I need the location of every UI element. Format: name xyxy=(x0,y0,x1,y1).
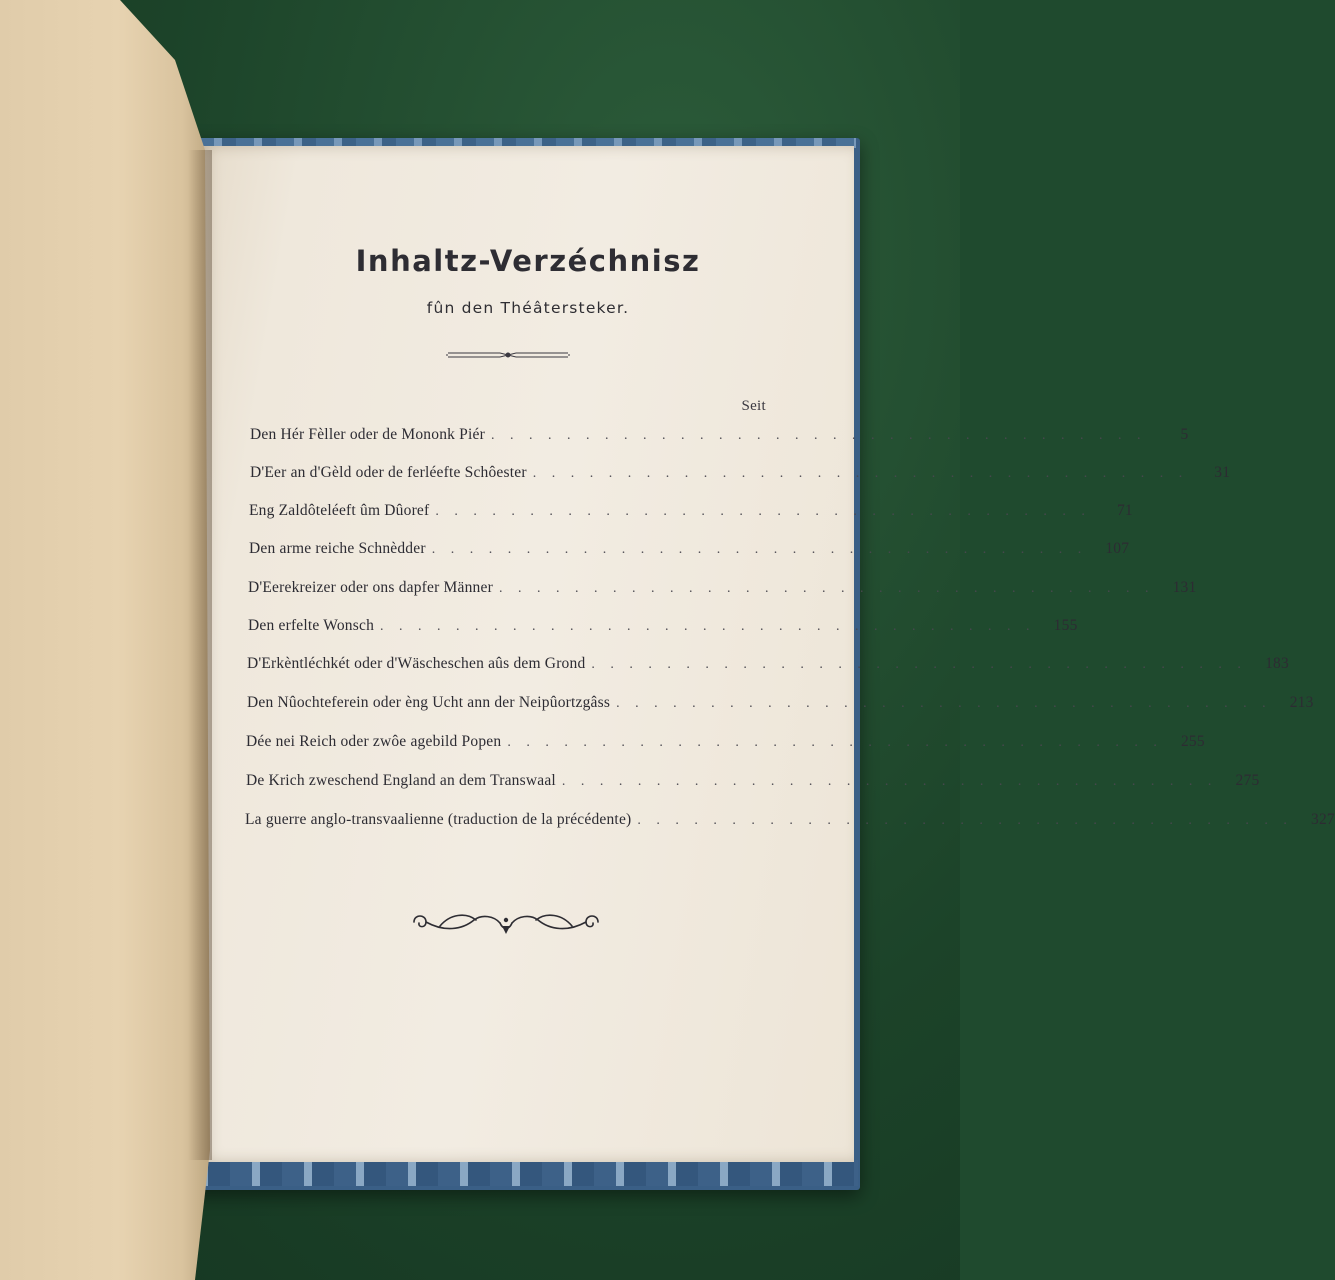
toc-leader-dots: . . . . . . . . . . . . . . . . . . . . . . . . . . . . . . . . . . . xyxy=(507,735,1163,750)
toc-entry-page: 327 xyxy=(1311,811,1335,828)
toc-entry-page: 183 xyxy=(1265,655,1289,672)
toc-leader-dots: . . . . . . . . . . . . . . . . . . . . . . . . . . . . . . . . . . . xyxy=(616,696,1272,711)
toc-entry-title: De Krich zweschend England an dem Transwaal xyxy=(246,772,556,789)
toc-entry xyxy=(249,540,1130,562)
toc-entry-page: 107 xyxy=(1105,540,1130,557)
toc-entry-title: D'Eer an d'Gèld oder de ferléefte Schôester xyxy=(250,464,527,481)
toc-entry-title: Den arme reiche Schnèdder xyxy=(249,540,426,557)
page-subtitle: fûn den Théâtersteker. xyxy=(426,299,630,317)
flourish-ornament-icon xyxy=(410,908,602,938)
toc-entry-page: 255 xyxy=(1180,733,1205,750)
toc-leader-dots: . . . . . . . . . . . . . . . . . . . . . . . . . . . . . . . . . . . xyxy=(591,657,1247,672)
toc-leader-dots: . . . . . . . . . . . . . . . . . . . . . . . . . . . . . . . . . . . xyxy=(380,619,1036,634)
toc-entry-page: 31 xyxy=(1214,464,1231,481)
toc-entry-page: 5 xyxy=(1180,426,1189,443)
contents-page xyxy=(202,146,1335,1162)
toc-entry-title: D'Eerekreizer oder ons dapfer Männer xyxy=(248,579,493,596)
toc-entry xyxy=(247,655,1289,677)
toc-leader-dots: . . . . . . . . . . . . . . . . . . . . . . . . . . . . . . . . . . . xyxy=(435,504,1091,519)
toc-leader-dots: . . . . . . . . . . . . . . . . . . . . . . . . . . . . . . . . . . . xyxy=(431,542,1088,557)
toc-entry xyxy=(249,502,1133,524)
toc-entry-title: La guerre anglo-transvaalienne (traduction de la précédente) xyxy=(245,811,632,828)
toc-entry-title: Dée nei Reich oder zwôe agebild Popen xyxy=(246,733,502,750)
toc-entry xyxy=(246,733,1205,755)
toc-entry xyxy=(248,617,1078,639)
toc-entry-page: 71 xyxy=(1116,502,1133,519)
left-page-blank xyxy=(0,0,215,1280)
toc-entry xyxy=(246,772,1260,794)
toc-entry xyxy=(250,426,1189,448)
toc-entry-title: D'Erkèntléchkét oder d'Wäscheschen aûs dem Grond xyxy=(247,655,586,672)
toc-entry-title: Den erfelte Wonsch xyxy=(248,617,375,634)
toc-entry xyxy=(250,464,1231,486)
toc-entry-page: 275 xyxy=(1235,772,1260,789)
toc-leader-dots: . . . . . . . . . . . . . . . . . . . . . . . . . . . . . . . . . . . xyxy=(532,466,1189,481)
toc-entry-title: Den Nûochteferein oder èng Ucht ann der Neipûortzgâss xyxy=(247,694,611,711)
toc-leader-dots: . . . . . . . . . . . . . . . . . . . . . . . . . . . . . . . . . . . xyxy=(561,774,1218,789)
toc-leader-dots: . . . . . . . . . . . . . . . . . . . . . . . . . . . . . . . . . . . xyxy=(490,428,1147,443)
toc-entry xyxy=(247,694,1314,716)
toc-leader-dots: . . . . . . . . . . . . . . . . . . . . . . . . . . . . . . . . . . . xyxy=(498,581,1155,596)
toc-entry xyxy=(248,579,1197,601)
toc-entry-page: 155 xyxy=(1053,617,1078,634)
page-column-header: Seit xyxy=(741,398,766,414)
toc-entry-title: Eng Zaldôteléeft ûm Dûoref xyxy=(249,502,430,519)
page-title: Inhaltz-Verzéchnisz xyxy=(355,244,701,278)
toc-entry-title: Den Hér Fèller oder de Mononk Piér xyxy=(250,426,485,443)
toc-entry-page: 131 xyxy=(1172,579,1197,596)
toc-entry xyxy=(245,811,1335,833)
cover-marbled-edge-bottom xyxy=(178,1160,858,1186)
gutter-shadow xyxy=(188,150,212,1160)
toc-entry-page: 213 xyxy=(1289,694,1314,711)
toc-leader-dots: . . . . . . . . . . . . . . . . . . . . . . . . . . . . . . . . . . . xyxy=(637,813,1293,828)
